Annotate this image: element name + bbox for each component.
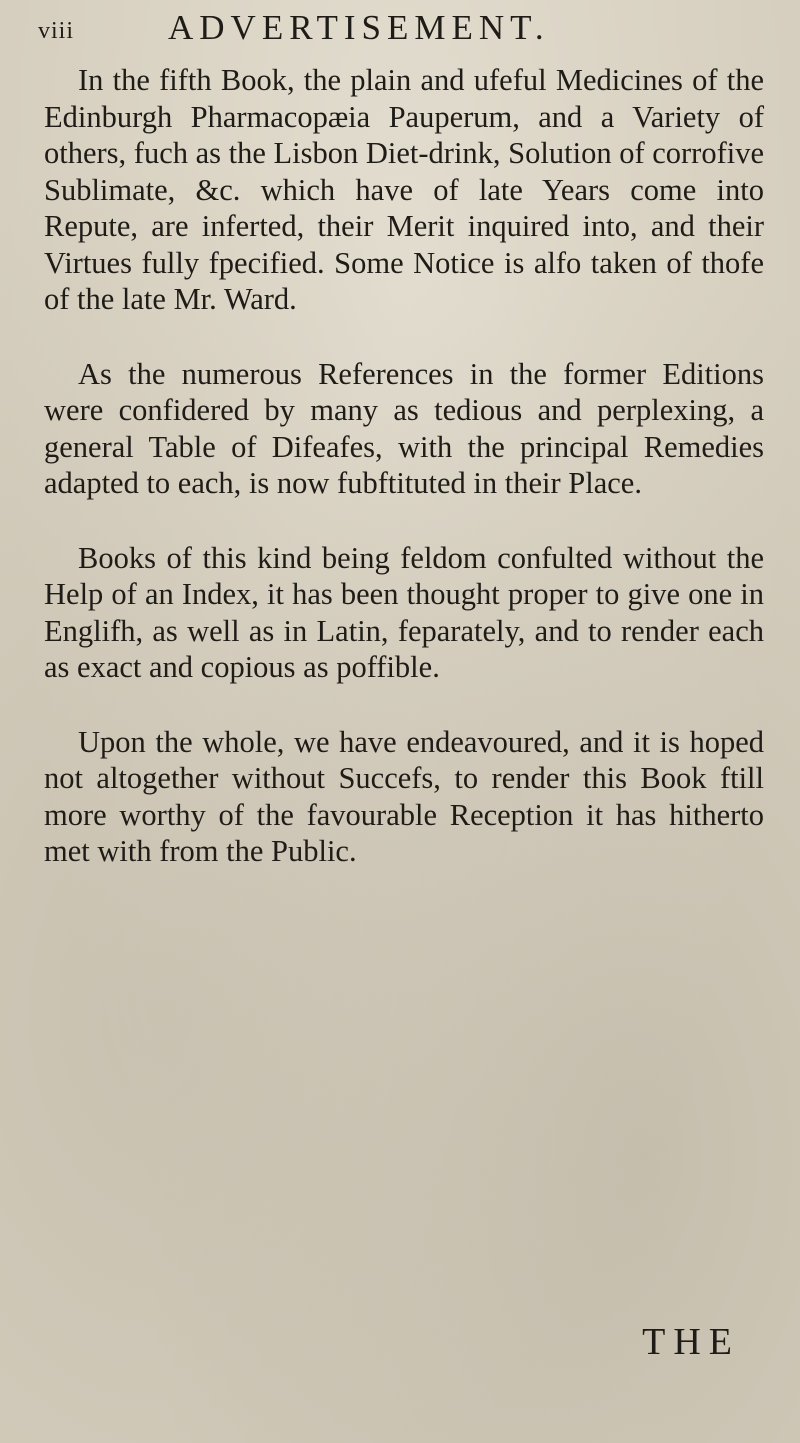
paragraph-fifth-book: In the fifth Book, the plain and ufeful Medicines of the Edinburgh Pharmacopæia Pauperum, and a Variety of others, fuch as the Lisbon Diet-drink, Solution of corrofive Sublimate, &c. which have of late Years come into Repute, are inferted, their Merit inquired into, and their Virtues fully fpecified. Some Notice is alfo taken of thofe of the late Mr. Ward. <box>44 63 764 316</box>
paragraph-index: Books of this kind being feldom confulted without the Help of an Index, it has been thought proper to give one in Englifh, as well as in Latin, feparately, and to render each as exact and copious as poffible. <box>44 540 764 684</box>
running-head: ADVERTISEMENT. <box>168 8 550 47</box>
paragraph-conclusion: Upon the whole, we have endeavoured, and it is hoped not altogether without Succefs, to render this Book ftill more worthy of the favourable Reception it has hitherto met with from the Public. <box>44 724 764 868</box>
paragraph-references: As the numerous References in the former Editions were confidered by many as tedious and perplexing, a general Table of Difeafes, with the principal Remedies adapted to each, is now fubftituted in their Place. <box>44 356 764 500</box>
page-number: viii <box>38 18 75 44</box>
advertisement-body <box>44 62 764 908</box>
catchword: THE <box>642 1321 740 1363</box>
page-header <box>38 8 760 60</box>
